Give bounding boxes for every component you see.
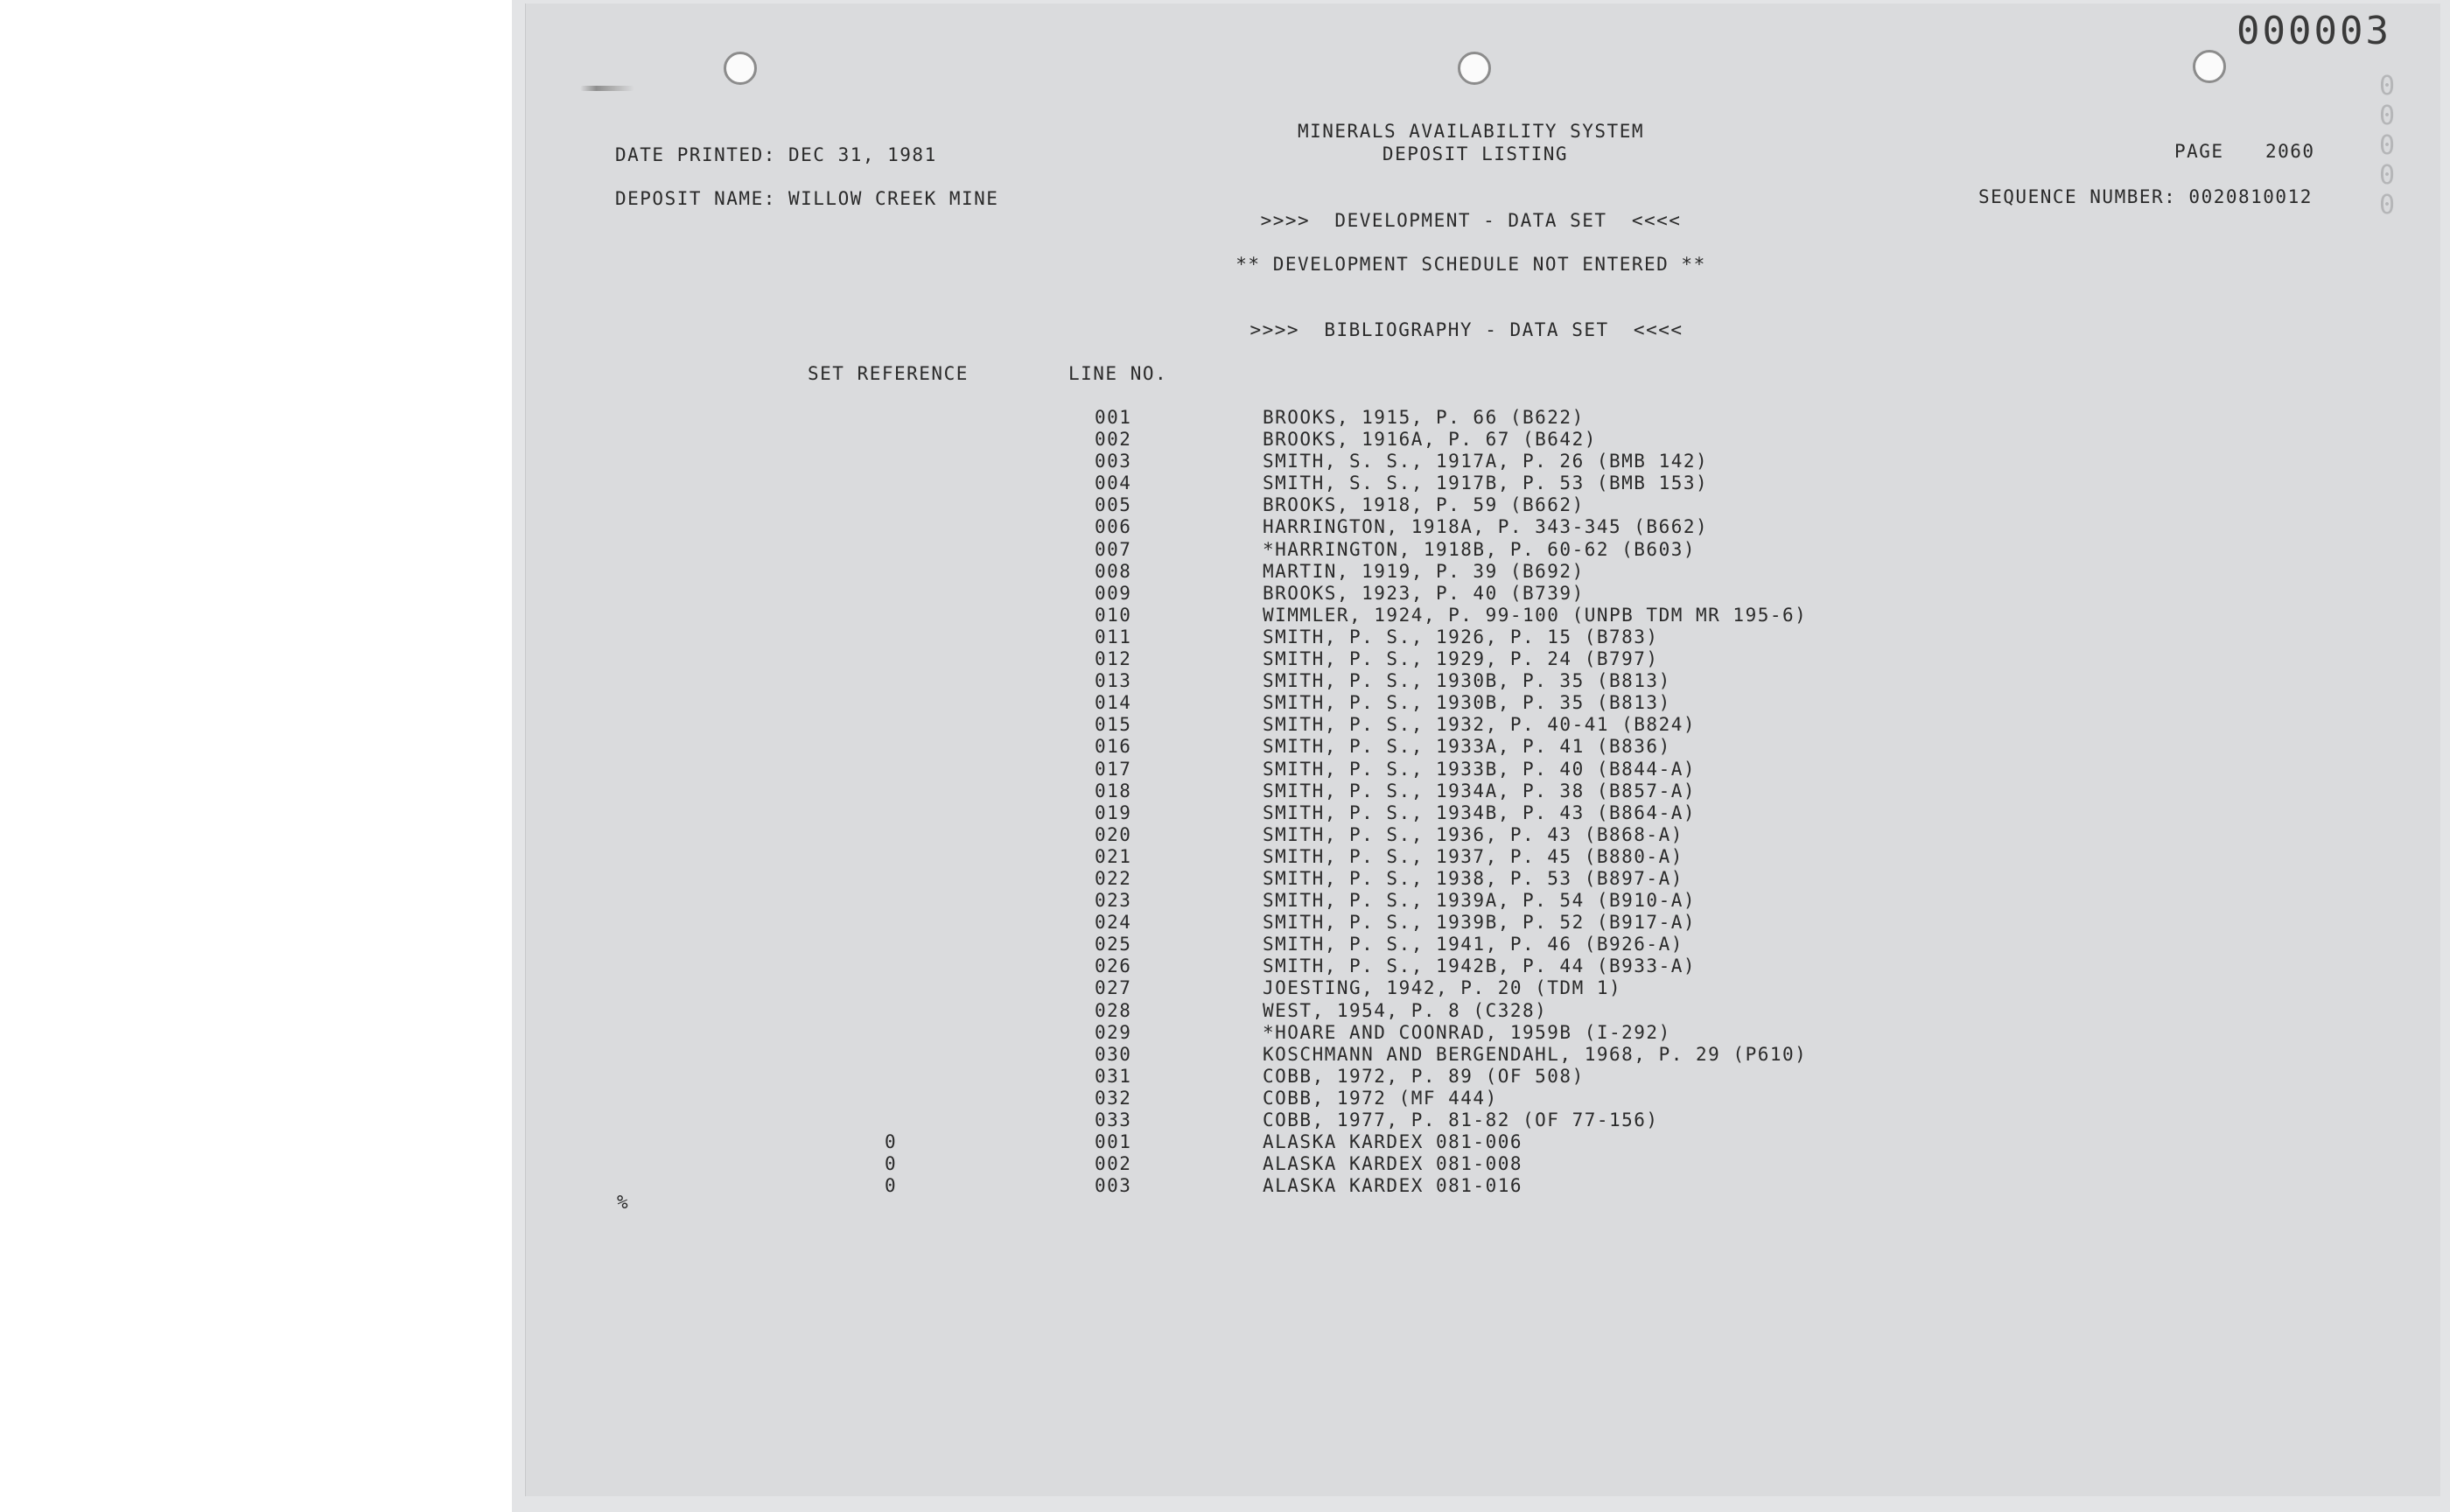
printout-sheet: [525, 4, 2440, 1496]
reference-cell: SMITH, P. S., 1934B, P. 43 (B864-A): [1263, 802, 1697, 823]
line-number-cell: 001: [1095, 1131, 1132, 1153]
table-row: [526, 1110, 2440, 1131]
reference-cell: BROOKS, 1918, P. 59 (B662): [1263, 494, 1585, 516]
table-row: [526, 934, 2440, 956]
listing-title: DEPOSIT LISTING: [1382, 144, 1569, 164]
reference-cell: SMITH, P. S., 1926, P. 15 (B783): [1263, 626, 1659, 648]
line-number-cell: 029: [1095, 1021, 1132, 1043]
table-row: [526, 583, 2440, 605]
reference-cell: SMITH, P. S., 1939A, P. 54 (B910-A): [1263, 890, 1697, 912]
date-printed: DATE PRINTED: DEC 31, 1981: [615, 144, 937, 165]
line-number-cell: 017: [1095, 758, 1132, 780]
reference-cell: *HARRINGTON, 1918B, P. 60-62 (B603): [1263, 538, 1697, 560]
reference-cell: ALASKA KARDEX 081-008: [1263, 1153, 1523, 1175]
line-number-cell: 010: [1095, 604, 1132, 626]
line-number-cell: 013: [1095, 670, 1132, 692]
table-row: [526, 1131, 2440, 1153]
table-row: [526, 1088, 2440, 1110]
reference-cell: SMITH, P. S., 1933B, P. 40 (B844-A): [1263, 758, 1697, 780]
set-reference-cell: 0: [885, 1153, 898, 1175]
reference-cell: BROOKS, 1916A, P. 67 (B642): [1263, 429, 1597, 451]
system-title: MINERALS AVAILABILITY SYSTEM: [1297, 121, 1644, 142]
reference-cell: SMITH, P. S., 1942B, P. 44 (B933-A): [1263, 956, 1697, 977]
line-number-cell: 031: [1095, 1065, 1132, 1087]
table-row: [526, 451, 2440, 472]
table-row: [526, 912, 2440, 934]
line-number-cell: 020: [1095, 823, 1132, 845]
table-row: [526, 494, 2440, 516]
table-row: [526, 868, 2440, 890]
line-number-cell: 028: [1095, 999, 1132, 1021]
table-row: [526, 1044, 2440, 1066]
reference-cell: SMITH, P. S., 1933A, P. 41 (B836): [1263, 736, 1671, 758]
table-row: [526, 648, 2440, 670]
reference-cell: SMITH, P. S., 1938, P. 53 (B897-A): [1263, 867, 1684, 889]
table-row: [526, 759, 2440, 780]
reference-cell: KOSCHMANN AND BERGENDAHL, 1968, P. 29 (P610): [1263, 1043, 1808, 1065]
line-number-cell: 016: [1095, 736, 1132, 758]
line-number-cell: 011: [1095, 626, 1132, 648]
table-row: [526, 407, 2440, 429]
table-row: [526, 846, 2440, 868]
line-number-cell: 006: [1095, 516, 1132, 538]
binder-hole-center: [1458, 52, 1491, 85]
line-number-cell: 002: [1095, 429, 1132, 451]
bibliography-heading: >>>> BIBLIOGRAPHY - DATA SET <<<<: [1250, 319, 1684, 340]
table-row: [526, 626, 2440, 648]
table-row: [526, 780, 2440, 802]
reference-cell: SMITH, P. S., 1937, P. 45 (B880-A): [1263, 845, 1684, 867]
binder-hole-left: [724, 52, 757, 85]
reference-cell: *HOARE AND COONRAD, 1959B (I-292): [1263, 1021, 1671, 1043]
table-row: [526, 714, 2440, 736]
end-mark: %: [617, 1192, 630, 1213]
line-number-cell: 021: [1095, 845, 1132, 867]
table-row: [526, 472, 2440, 494]
line-number-cell: 026: [1095, 956, 1132, 977]
binder-hole-right: [2193, 50, 2226, 83]
reference-cell: COBB, 1977, P. 81-82 (OF 77-156): [1263, 1110, 1659, 1130]
table-row: [526, 539, 2440, 561]
col-line-no: LINE NO.: [1068, 363, 1168, 384]
line-number-cell: 030: [1095, 1043, 1132, 1065]
reference-cell: COBB, 1972, P. 89 (OF 508): [1263, 1065, 1585, 1087]
line-number-cell: 022: [1095, 867, 1132, 889]
table-row: [526, 692, 2440, 714]
line-number-cell: 023: [1095, 890, 1132, 912]
line-number-cell: 012: [1095, 648, 1132, 670]
reference-cell: ALASKA KARDEX 081-016: [1263, 1175, 1523, 1197]
page-stamp: 000003: [2236, 9, 2391, 53]
reference-cell: COBB, 1972 (MF 444): [1263, 1087, 1498, 1109]
table-row: [526, 977, 2440, 999]
table-row: [526, 516, 2440, 538]
reference-cell: WIMMLER, 1924, P. 99-100 (UNPB TDM MR 195-6): [1263, 604, 1808, 626]
line-number-cell: 001: [1095, 407, 1132, 428]
table-row: [526, 1153, 2440, 1175]
reference-cell: SMITH, P. S., 1930B, P. 35 (B813): [1263, 692, 1671, 714]
deposit-name: DEPOSIT NAME: WILLOW CREEK MINE: [615, 188, 999, 209]
reference-cell: SMITH, P. S., 1941, P. 46 (B926-A): [1263, 934, 1684, 956]
reference-cell: BROOKS, 1923, P. 40 (B739): [1263, 582, 1585, 604]
line-number-cell: 008: [1095, 560, 1132, 582]
line-number-cell: 005: [1095, 494, 1132, 516]
reference-cell: SMITH, P. S., 1939B, P. 52 (B917-A): [1263, 912, 1697, 934]
table-row: [526, 561, 2440, 583]
reference-cell: SMITH, P. S., 1934A, P. 38 (B857-A): [1263, 780, 1697, 802]
line-number-cell: 033: [1095, 1110, 1132, 1130]
side-stamp: 00000: [2378, 71, 2396, 220]
col-set-reference: SET REFERENCE: [808, 363, 969, 384]
table-row: [526, 1066, 2440, 1088]
line-number-cell: 014: [1095, 692, 1132, 714]
line-number-cell: 025: [1095, 934, 1132, 956]
page-label: PAGE: [2174, 141, 2224, 162]
reference-cell: JOESTING, 1942, P. 20 (TDM 1): [1263, 977, 1622, 999]
development-note: ** DEVELOPMENT SCHEDULE NOT ENTERED **: [1236, 254, 1706, 275]
table-row: [526, 605, 2440, 626]
table-row: [526, 802, 2440, 824]
line-number-cell: 032: [1095, 1087, 1132, 1109]
reference-cell: SMITH, S. S., 1917B, P. 53 (BMB 153): [1263, 472, 1709, 494]
table-row: [526, 1175, 2440, 1197]
bibliography-list: [526, 407, 2440, 1197]
line-number-cell: 027: [1095, 977, 1132, 999]
page-number: 2060: [2265, 141, 2315, 162]
table-row: [526, 824, 2440, 846]
set-reference-cell: 0: [885, 1175, 898, 1197]
line-number-cell: 004: [1095, 472, 1132, 494]
reference-cell: SMITH, P. S., 1929, P. 24 (B797): [1263, 648, 1659, 670]
line-number-cell: 009: [1095, 582, 1132, 604]
line-number-cell: 003: [1095, 451, 1132, 472]
reference-cell: MARTIN, 1919, P. 39 (B692): [1263, 560, 1585, 582]
table-row: [526, 1022, 2440, 1044]
reference-cell: WEST, 1954, P. 8 (C328): [1263, 999, 1548, 1021]
line-number-cell: 019: [1095, 802, 1132, 823]
reference-cell: SMITH, P. S., 1932, P. 40-41 (B824): [1263, 714, 1697, 736]
line-number-cell: 002: [1095, 1153, 1132, 1175]
set-reference-cell: 0: [885, 1131, 898, 1153]
ink-smudge: [580, 86, 634, 91]
table-row: [526, 956, 2440, 977]
table-row: [526, 736, 2440, 758]
line-number-cell: 024: [1095, 912, 1132, 934]
development-heading: >>>> DEVELOPMENT - DATA SET <<<<: [1260, 210, 1682, 231]
reference-cell: ALASKA KARDEX 081-006: [1263, 1131, 1523, 1153]
table-row: [526, 890, 2440, 912]
reference-cell: SMITH, P. S., 1936, P. 43 (B868-A): [1263, 823, 1684, 845]
line-number-cell: 007: [1095, 538, 1132, 560]
reference-cell: SMITH, S. S., 1917A, P. 26 (BMB 142): [1263, 451, 1709, 472]
reference-cell: HARRINGTON, 1918A, P. 343-345 (B662): [1263, 516, 1709, 538]
line-number-cell: 003: [1095, 1175, 1132, 1197]
reference-cell: BROOKS, 1915, P. 66 (B622): [1263, 407, 1585, 428]
sequence-number: SEQUENCE NUMBER: 0020810012: [1978, 186, 2313, 207]
reference-cell: SMITH, P. S., 1930B, P. 35 (B813): [1263, 670, 1671, 692]
line-number-cell: 018: [1095, 780, 1132, 802]
table-row: [526, 1000, 2440, 1022]
table-row: [526, 670, 2440, 692]
table-row: [526, 429, 2440, 451]
line-number-cell: 015: [1095, 714, 1132, 736]
